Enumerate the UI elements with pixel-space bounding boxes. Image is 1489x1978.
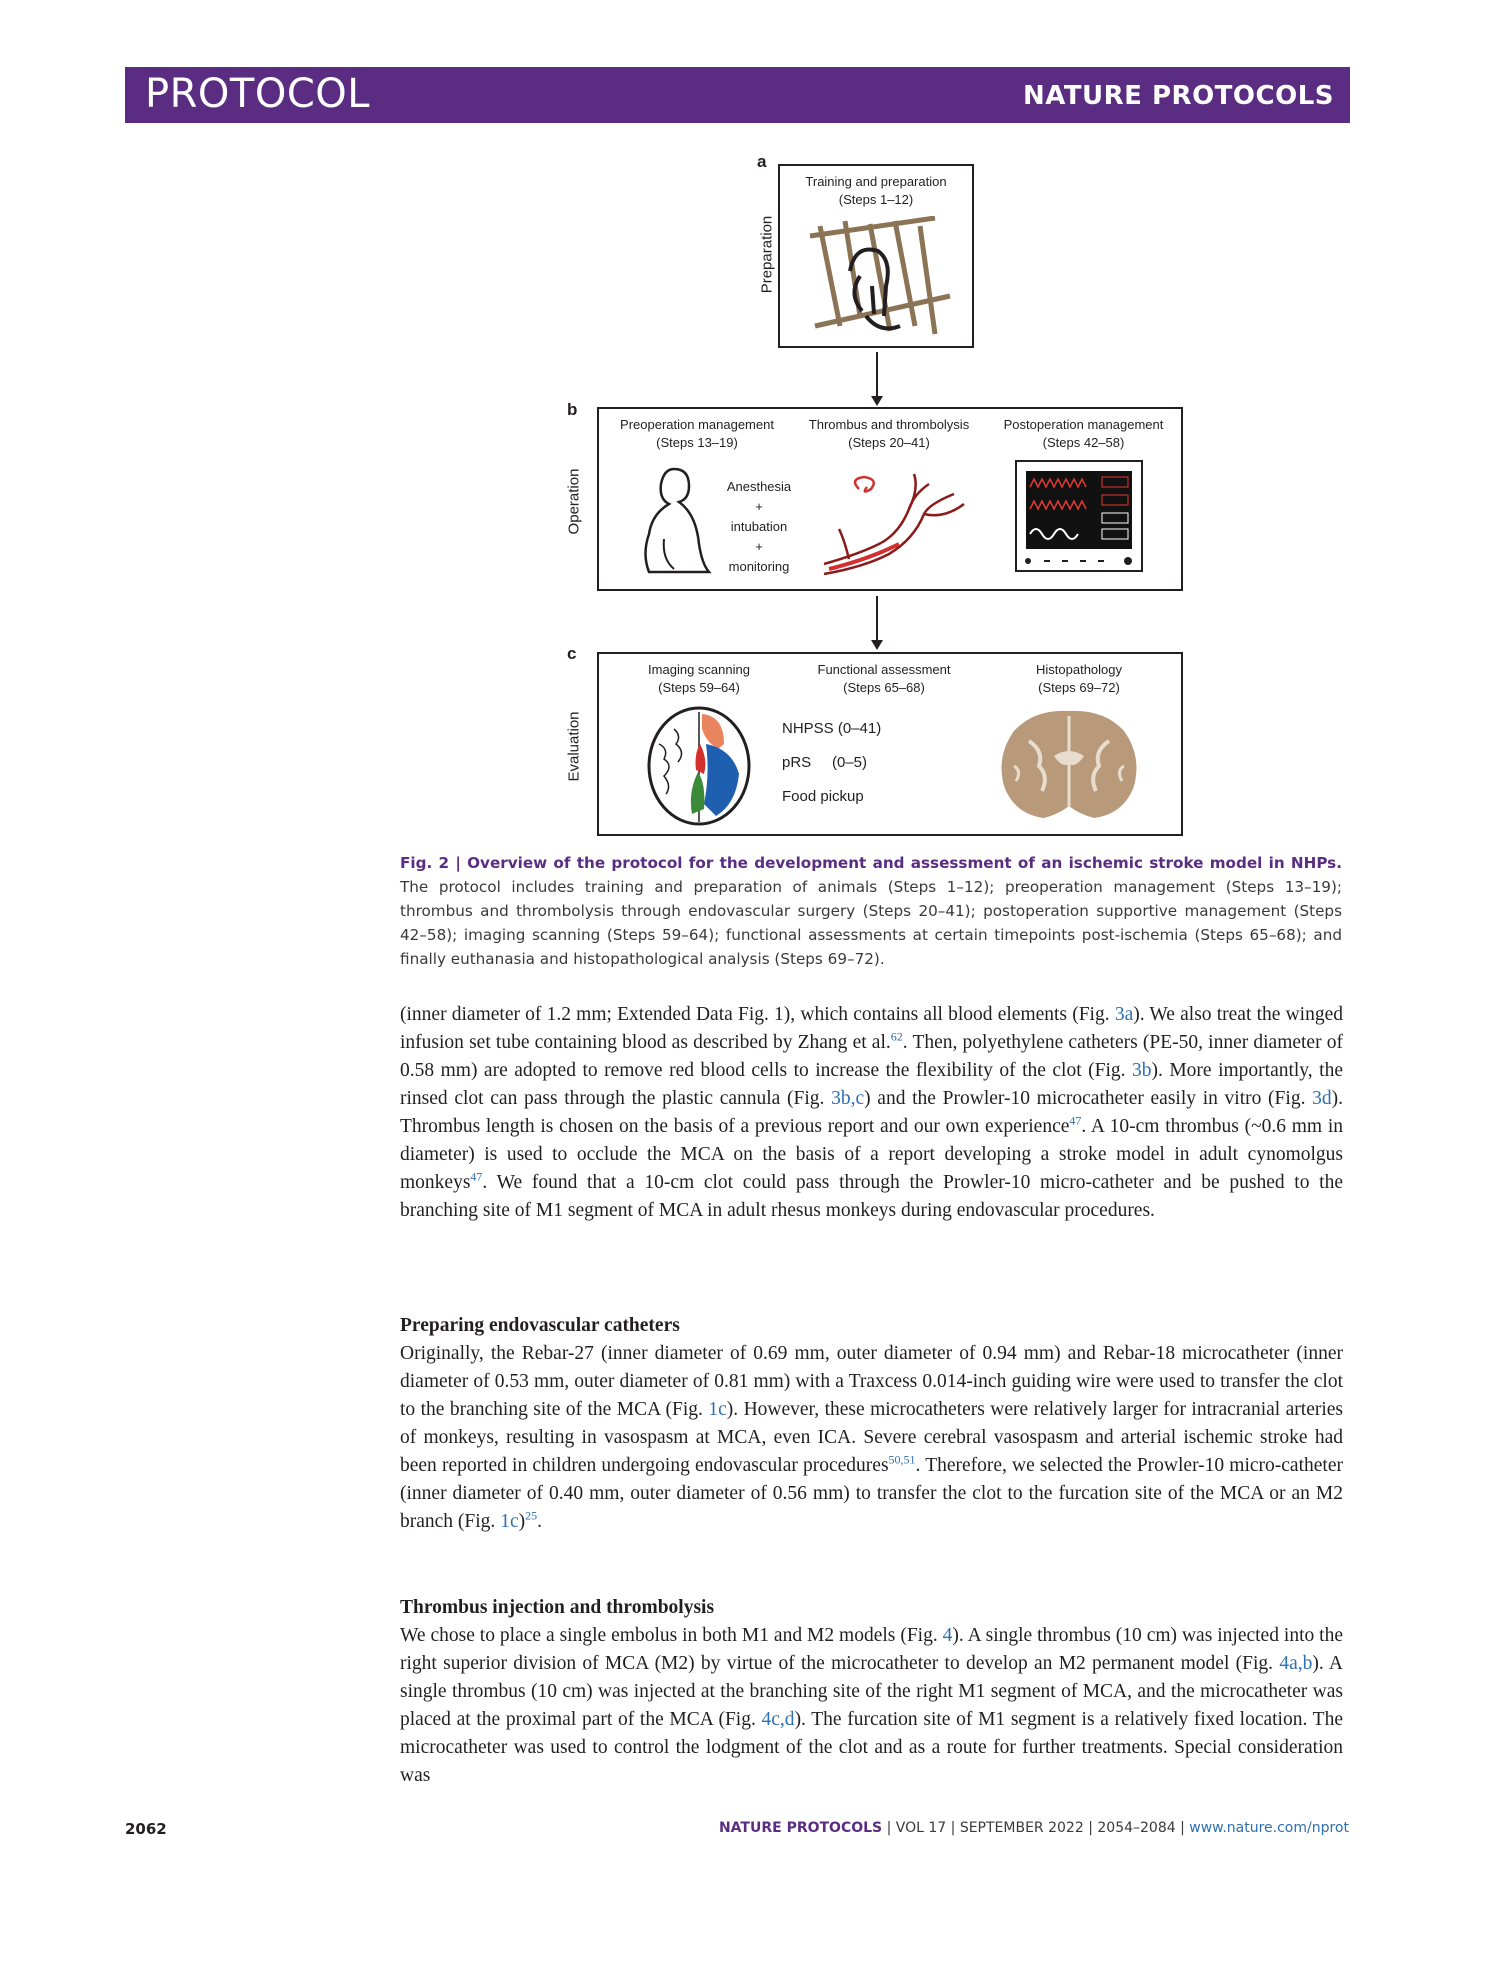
journal-name: NATURE PROTOCOLS bbox=[1022, 81, 1334, 111]
section-heading: Thrombus injection and thrombolysis bbox=[400, 1597, 715, 1618]
prs-label: pRS bbox=[782, 754, 812, 771]
fig-ref[interactable]: 3a bbox=[1114, 1004, 1134, 1025]
section-label: PROTOCOL bbox=[145, 71, 371, 117]
panel-c-box bbox=[597, 652, 1183, 836]
brain-scan-illustration bbox=[644, 704, 754, 829]
fig-ref[interactable]: 4c,d bbox=[761, 1709, 795, 1730]
fig-ref[interactable]: 3d bbox=[1312, 1088, 1332, 1109]
page-header bbox=[125, 67, 1350, 123]
panel-b-col2-title: Thrombus and thrombolysis (Steps 20–41) bbox=[808, 417, 970, 450]
fig-ref[interactable]: 1c bbox=[708, 1399, 727, 1420]
panel-a-title: Training and preparation (Steps 1–12) bbox=[805, 174, 947, 207]
panel-b-side-label: Operation bbox=[565, 468, 583, 535]
arrow-b-to-c bbox=[876, 596, 878, 648]
vital-signs-monitor-icon bbox=[1014, 459, 1144, 574]
figure-caption bbox=[400, 851, 1342, 971]
page-number: 2062 bbox=[125, 1820, 167, 1838]
fig-ref[interactable]: 1c bbox=[500, 1511, 519, 1532]
panel-a-side-label: Preparation bbox=[758, 215, 776, 294]
caption-label: Fig. 2 | Overview of the protocol for the development and assessment of an ischemic stroke model in NHPs. bbox=[400, 854, 1342, 872]
panel-c-letter: c bbox=[567, 644, 577, 663]
panel-c-col2-title: Functional assessment (Steps 65–68) bbox=[817, 662, 951, 695]
monkey-in-cage-illustration bbox=[800, 216, 955, 341]
page-footer: NATURE PROTOCOLS | VOL 17 | SEPTEMBER 2022 | 2054–2084 | www.nature.com/nprot bbox=[718, 1820, 1349, 1836]
paragraph-1: (inner diameter of 1.2 mm; Extended Data Fig. 1), which contains all blood elements (Fig. 3a). We also treat the winged infusion set tube containing blood as described by Zhang et al.$^{62}$. Then, polyethylene catheters (PE-50, inner diameter of 0.58 mm) are adopted to remove red blood cells to increase the flexibility of the clot (Fig. 3b). More importantly, the rinsed clot can pass through the plastic cannula (Fig. 3b,c) and the Prowler-10 microcatheter easily in vitro (Fig. 3d). Thrombus length is chosen on the basis of a previous report and our own experience$^{47}$. A 10-cm thrombus (~0.6 mm in diameter) is used to occlude the MCA on the basis of a report developing a stroke model in adult cynomolgus monkeys$^{47}$. We found that a 10-cm clot could pass through the Prowler-10 micro-catheter and be pushed to the branching site of M1 segment of MCA in adult rhesus monkeys during endovascular procedures. bbox=[400, 1004, 1344, 1221]
fig-ref[interactable]: 3b bbox=[1131, 1060, 1152, 1081]
panel-c-col3-title: Histopathology (Steps 69–72) bbox=[1036, 662, 1122, 695]
panel-a-letter: a bbox=[757, 152, 767, 171]
panel-b-col3-title: Postoperation management (Steps 42–58) bbox=[1003, 417, 1164, 450]
fig-ref[interactable]: 3b,c bbox=[831, 1088, 865, 1109]
panel-a-box bbox=[778, 164, 974, 348]
prs-range: (0–5) bbox=[832, 754, 868, 771]
citation[interactable]: 50,51 bbox=[888, 1452, 916, 1467]
section-heading: Preparing endovascular catheters bbox=[400, 1315, 680, 1336]
panel-c-side-label: Evaluation bbox=[565, 711, 583, 782]
panel-c-col1-title: Imaging scanning (Steps 59–64) bbox=[648, 662, 750, 695]
panel-b-letter: b bbox=[567, 400, 578, 419]
artery-thrombus-illustration bbox=[819, 469, 969, 579]
citation[interactable]: 25 bbox=[525, 1508, 538, 1523]
citation[interactable]: 62 bbox=[890, 1029, 903, 1044]
panel-b-col1-title: Preoperation management (Steps 13–19) bbox=[620, 417, 774, 450]
fig-ref[interactable]: 4 bbox=[942, 1625, 953, 1646]
journal-url-link[interactable]: www.nature.com/nprot bbox=[1189, 1820, 1349, 1836]
citation[interactable]: 47 bbox=[1069, 1113, 1082, 1128]
panel-b-box bbox=[597, 407, 1183, 591]
nhpss-score: NHPSS (0–41) bbox=[782, 720, 882, 737]
arrow-a-to-b bbox=[876, 352, 878, 404]
fig-ref[interactable]: 4a,b bbox=[1279, 1653, 1313, 1674]
citation[interactable]: 47 bbox=[470, 1169, 483, 1184]
section-preparing-catheters: Preparing endovascular catheters Originally, the Rebar-27 (inner diameter of 0.69 mm, outer diameter of 0.94 mm) and Rebar-18 microcatheter (inner diameter of 0.53 mm, outer diameter of 0.81 mm) with a Traxcess 0.014-inch guiding wire were used to transfer the clot to the branching site of the MCA (Fig. 1c). However, these microcatheters were relatively larger for intracranial arteries of monkeys, resulting in vasospasm at MCA, even ICA. Severe cerebral vasospasm and arterial ischemic stroke had been reported in children undergoing endovascular procedures$^{50,51}$. Therefore, we selected the Prowler-10 micro-catheter (inner diameter of 0.40 mm, outer diameter of 0.56 mm) to transfer the clot to the furcation site of the MCA or an M2 branch (Fig. 1c)$^{25}$. bbox=[400, 1312, 1343, 1536]
brain-section-histology-illustration bbox=[994, 706, 1144, 824]
caption-text: The protocol includes training and preparation of animals (Steps 1–12); preoperation management (Steps 13–19); thrombus and thrombolysis through endovascular surgery (Steps 20–41); postoperation supportive management (Steps 42–58); imaging scanning (Steps 59–64); functional assessments at certain timepoints post-ischemia (Steps 65–68); and finally euthanasia and histopathological analysis (Steps 69–72). bbox=[400, 878, 1342, 968]
food-pickup-label: Food pickup bbox=[782, 788, 864, 805]
anesthesia-steps: Anesthesia + intubation + monitoring bbox=[726, 479, 792, 574]
section-thrombus-injection: Thrombus injection and thrombolysis We chose to place a single embolus in both M1 and M2 models (Fig. 4). A single thrombus (10 cm) was injected into the right superior division of MCA (M2) by virtue of the microcatheter to develop an M2 permanent model (Fig. 4a,b). A single thrombus (10 cm) was injected at the branching site of the right M1 segment of MCA, and the microcatheter was placed at the proximal part of the MCA (Fig. 4c,d). The furcation site of M1 segment is a relatively fixed location. The microcatheter was used to control the lodgment of the clot and as a route for further treatments. Special consideration was bbox=[400, 1594, 1343, 1790]
sitting-monkey-illustration bbox=[634, 464, 714, 579]
